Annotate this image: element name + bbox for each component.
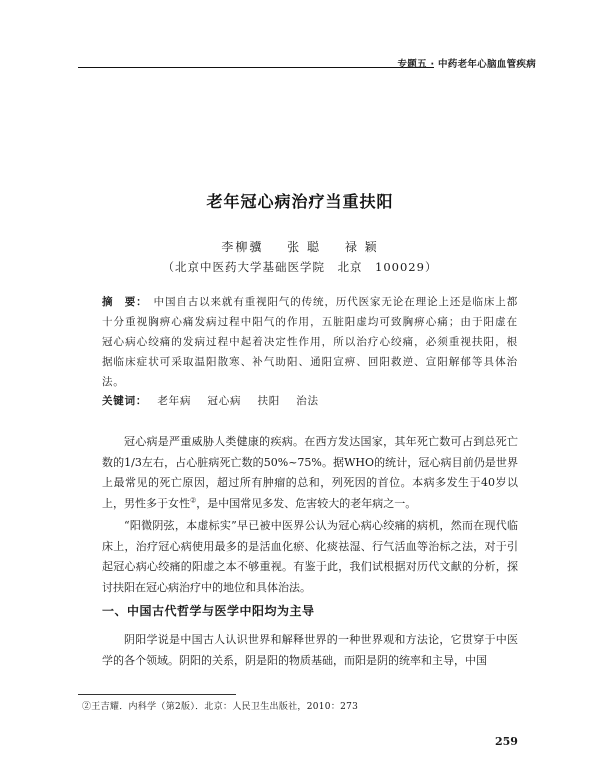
author-name: 李柳骥 (221, 240, 264, 254)
author-name: 禄 颖 (344, 240, 379, 254)
keyword: 治法 (296, 395, 319, 407)
abstract-label: 摘 要： (102, 296, 148, 308)
running-head-text: 专题五 · 中药老年心脑血管疾病 (397, 59, 536, 70)
page-number: 259 (495, 735, 518, 748)
footnote-ref[interactable]: ② (190, 495, 197, 504)
keyword: 扶阳 (257, 395, 281, 407)
footnote: ②王吉耀．内科学（第2版）．北京：人民卫生出版社，2010：273 (82, 702, 359, 712)
author-list (0, 238, 600, 255)
paragraph-text: ，是中国常见多发、危害较大的老年病之一。 (196, 496, 417, 510)
paragraph-text: 冠心病是严重威胁人类健康的疾病。在西方发达国家，其年死亡数可占到总死亡数的1/3左右，占心脏病死亡数的50%~75%。据WHO的统计，冠心病目前仍是世界上最常见的死亡原因，超过所有肿瘤的总和，列死因的首位。本病多发生于40岁以上，男性多于女性 (102, 435, 518, 510)
keywords (102, 393, 518, 408)
header-rule (78, 67, 434, 68)
keyword: 老年病 (157, 395, 192, 407)
affiliation: （北京中医药大学基础医学院 北京 100029） (162, 260, 438, 274)
body-paragraph-2: “阳微阴弦，本虚标实”早已被中医界公认为冠心病心绞痛的病机，然而在现代临床上，治疗冠心病使用最多的是活血化瘀、化痰祛湿、行气活血等治标之法，对于引起冠心病心绞痛的阳虚之本不够重视。有鉴于此，我们试根据对历代文献的分析，探讨扶阳在冠心病治疗中的地位和具体治法。 (102, 519, 518, 594)
abstract-text: 中国自古以来就有重视阳气的传统，历代医家无论在理论上还是临床上都十分重视胸痹心痛发病过程中阳气的作用，五脏阳虚均可致胸痹心痛；由于阳虚在冠心病心绞痛的发病过程中起着决定性作用，所以治疗心绞痛，必须重视扶阳，根据临床症状可采取温阳散寒、补气助阳、通阳宣痹、回阳救逆、宣阳解郁等具体治法。 (102, 296, 518, 388)
abstract (102, 292, 518, 392)
article-title: 老年冠心病治疗当重扶阳 (206, 192, 394, 211)
body-paragraph-3: 阴阳学说是中国古人认识世界和解释世界的一种世界观和方法论，它贯穿于中医学的各个领域。阴阳的关系，阴是阳的物质基础，而阳是阴的统率和主导，中国 (102, 633, 518, 667)
section-heading: 一、中国古代哲学与医学中阳均为主导 (102, 604, 315, 618)
keywords-label: 关键词： (102, 395, 148, 407)
running-header (78, 56, 536, 76)
footnote-divider (78, 694, 236, 695)
keyword: 冠心病 (207, 395, 242, 407)
body-paragraph-1 (102, 432, 518, 514)
author-name: 张 聪 (287, 240, 321, 254)
